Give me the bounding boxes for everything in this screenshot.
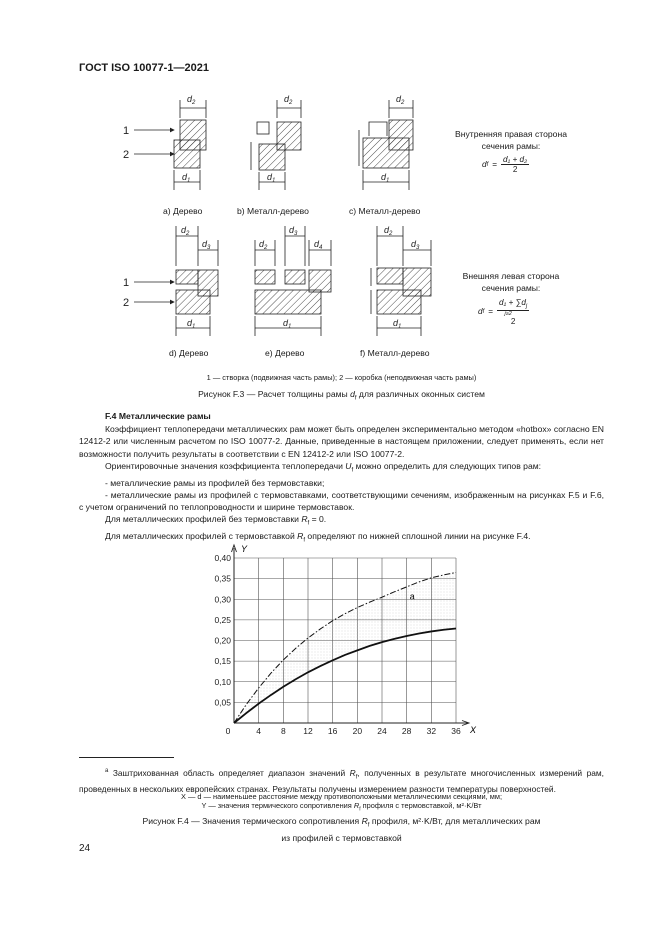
panel-b-frame	[259, 144, 285, 170]
page-number: 24	[79, 843, 91, 854]
dim-d1-f: $d_1$	[393, 318, 402, 330]
caption-panel-d: d) Дерево	[169, 348, 209, 358]
panel-d-frame	[176, 290, 210, 314]
dim-d4-e: $d_4$	[314, 239, 323, 251]
list-item-2: - металлические рамы из профилей с термовставками, соответствующими сечениям, изображенным на рисунках F.5 и F.6, с учетом ограничений по теплопроводности и ширине термовставок.	[79, 489, 604, 513]
y-tick-label-0: 0,05	[214, 697, 231, 708]
figure-f3-caption: Рисунок F.3 — Расчет толщины рамы $d_f$ для различных оконных систем	[198, 389, 485, 402]
x-axis-label: X	[470, 725, 477, 735]
dim-d1-d: $d_1$	[187, 318, 196, 330]
caption-panel-c: c) Металл-дерево	[349, 206, 421, 216]
figure-f4-caption: Рисунок F.4 — Значения термического сопротивления $R_f$ профиля, м²·K/Вт, для металлических рам из профилей с термовставкой	[142, 816, 541, 843]
panel-f-sash	[377, 268, 403, 284]
dim-d2-e: $d_2$	[259, 239, 268, 251]
y-tick-label-3: 0,20	[214, 635, 231, 646]
paragraph-2: Ориентировочные значения коэффициента теплопередачи $U_f$ можно определить для следующих типов рам:	[105, 460, 542, 474]
y-tick-label-6: 0,35	[214, 573, 231, 584]
document-header: ГОСТ ISO 10077-1—2021	[79, 62, 209, 74]
scatter-band-area	[234, 572, 456, 723]
x-tick-label-6: 24	[377, 726, 387, 736]
paragraph-4: Для металлических профилей с термовставкой $R_f$ определяют по нижней сплошной линии на рисунке F.4.	[105, 531, 531, 544]
figure-f4-legend-y: Y — значения термического сопротивления $R_f$ профиля с термовставкой, м²·K/Вт	[201, 801, 482, 813]
y-tick-label-2: 0,15	[214, 656, 231, 667]
band-annotation: a	[409, 591, 415, 602]
y-tick-label-4: 0,25	[214, 614, 231, 625]
dim-d2-a: $d_2$	[187, 94, 196, 106]
item-label-2: 2	[123, 149, 130, 161]
y-tick-label-5: 0,30	[214, 594, 231, 605]
dim-d3-f: $d_3$	[411, 239, 420, 251]
panel-c-metal-profile	[369, 122, 387, 136]
inner-side-label-1: Внутренняя правая сторона	[455, 129, 567, 139]
footnote-a: $^a$ Заштрихованная область определяет диапазон значений $R_f$, полученных в результате многочисленных измерений рам, проведенных в нескольких европейских странах. Результаты получены измерением разности температуры поверхностей.	[79, 767, 604, 795]
x-tick-label-0: 0	[225, 726, 231, 736]
caption-panel-b: b) Металл-дерево	[237, 206, 309, 216]
figure-f4-chart	[200, 540, 490, 745]
dim-d3-d: $d_3$	[202, 239, 211, 251]
paragraph-3: Для металлических профилей без термовставки $R_f = 0$.	[105, 514, 327, 528]
panel-d-sash	[176, 270, 198, 284]
panel-e-sash-rebate	[309, 270, 331, 292]
panel-a-frame	[174, 140, 200, 168]
paragraph-1: Коэффициент теплопередачи металлических рам может быть определен экспериментально методом «hotbox» согласно EN 12412-2 или численным расчетом по ISO 10077-2. Данные, приведенные в настоящем приложении, следует применять, если нет возможности получить результаты в соответствии с EN 12412-2 или ISO 10077-2.	[79, 424, 604, 459]
y-tick-label-1: 0,10	[214, 676, 231, 687]
caption-panel-e: e) Дерево	[265, 348, 305, 358]
x-tick-label-5: 20	[352, 726, 363, 736]
outer-formula: d f = $d_1 + \sum d_j$ j≥2 2	[478, 298, 528, 326]
list-item-1: - металлические рамы из профилей без термовставки;	[105, 477, 325, 488]
panel-c-frame	[363, 138, 409, 168]
x-tick-label-7: 28	[401, 726, 412, 736]
section-heading: F.4 Металлические рамы	[105, 411, 211, 421]
inner-side-note	[446, 128, 576, 152]
x-tick-label-4: 16	[327, 726, 338, 736]
inner-formula: d f = $\frac{\text{d₁ + d₂}}{2}$	[482, 155, 528, 174]
inner-side-label-2: сечения рамы:	[481, 141, 541, 151]
dim-d1-e: $d_1$	[283, 318, 292, 330]
outer-side-label-1: Внешняя левая сторона	[462, 271, 560, 281]
section-f4	[79, 410, 604, 547]
panel-f-frame	[377, 290, 421, 314]
x-tick-label-8: 32	[426, 726, 437, 736]
dim-d1-a: $d_1$	[182, 172, 191, 184]
x-tick-label-3: 12	[303, 726, 313, 736]
dim-d2-b: $d_2$	[284, 94, 293, 106]
figure-f3-legend: 1 — створка (подвижная часть рамы); 2 — коробка (неподвижная часть рамы)	[206, 373, 477, 382]
y-tick-label-7: 0,40	[214, 553, 231, 563]
item-label-2b: 2	[123, 297, 130, 309]
panel-e-sash	[285, 270, 305, 284]
footnote-rule	[79, 757, 174, 758]
figure-f4-legend-x: X — d — наименьшее расстояние между противоположными металлическими секциями, мм;	[180, 792, 503, 801]
dim-d1-c: $d_1$	[381, 172, 390, 184]
panel-e-bead	[255, 270, 275, 284]
dim-d2-c: $d_2$	[396, 94, 405, 106]
outer-side-note	[446, 270, 576, 294]
x-tick-label-1: 4	[256, 726, 262, 736]
dim-d1-b: $d_1$	[267, 172, 276, 184]
panel-e-frame	[255, 290, 321, 314]
dim-d2-f: $d_2$	[384, 225, 393, 237]
dim-d3-e: $d_3$	[289, 225, 298, 237]
item-label-1: 1	[123, 125, 130, 137]
item-label-1b: 1	[123, 277, 130, 289]
caption-panel-a: a) Дерево	[163, 206, 203, 216]
outer-side-label-2: сечения рамы:	[481, 283, 541, 293]
panel-b-metal-clad	[257, 122, 269, 134]
dim-d2-d: $d_2$	[181, 225, 190, 237]
x-tick-label-9: 36	[451, 726, 461, 736]
x-tick-label-2: 8	[280, 726, 286, 736]
y-axis-label: Y	[241, 544, 248, 554]
caption-panel-f: f) Металл-дерево	[360, 348, 430, 358]
